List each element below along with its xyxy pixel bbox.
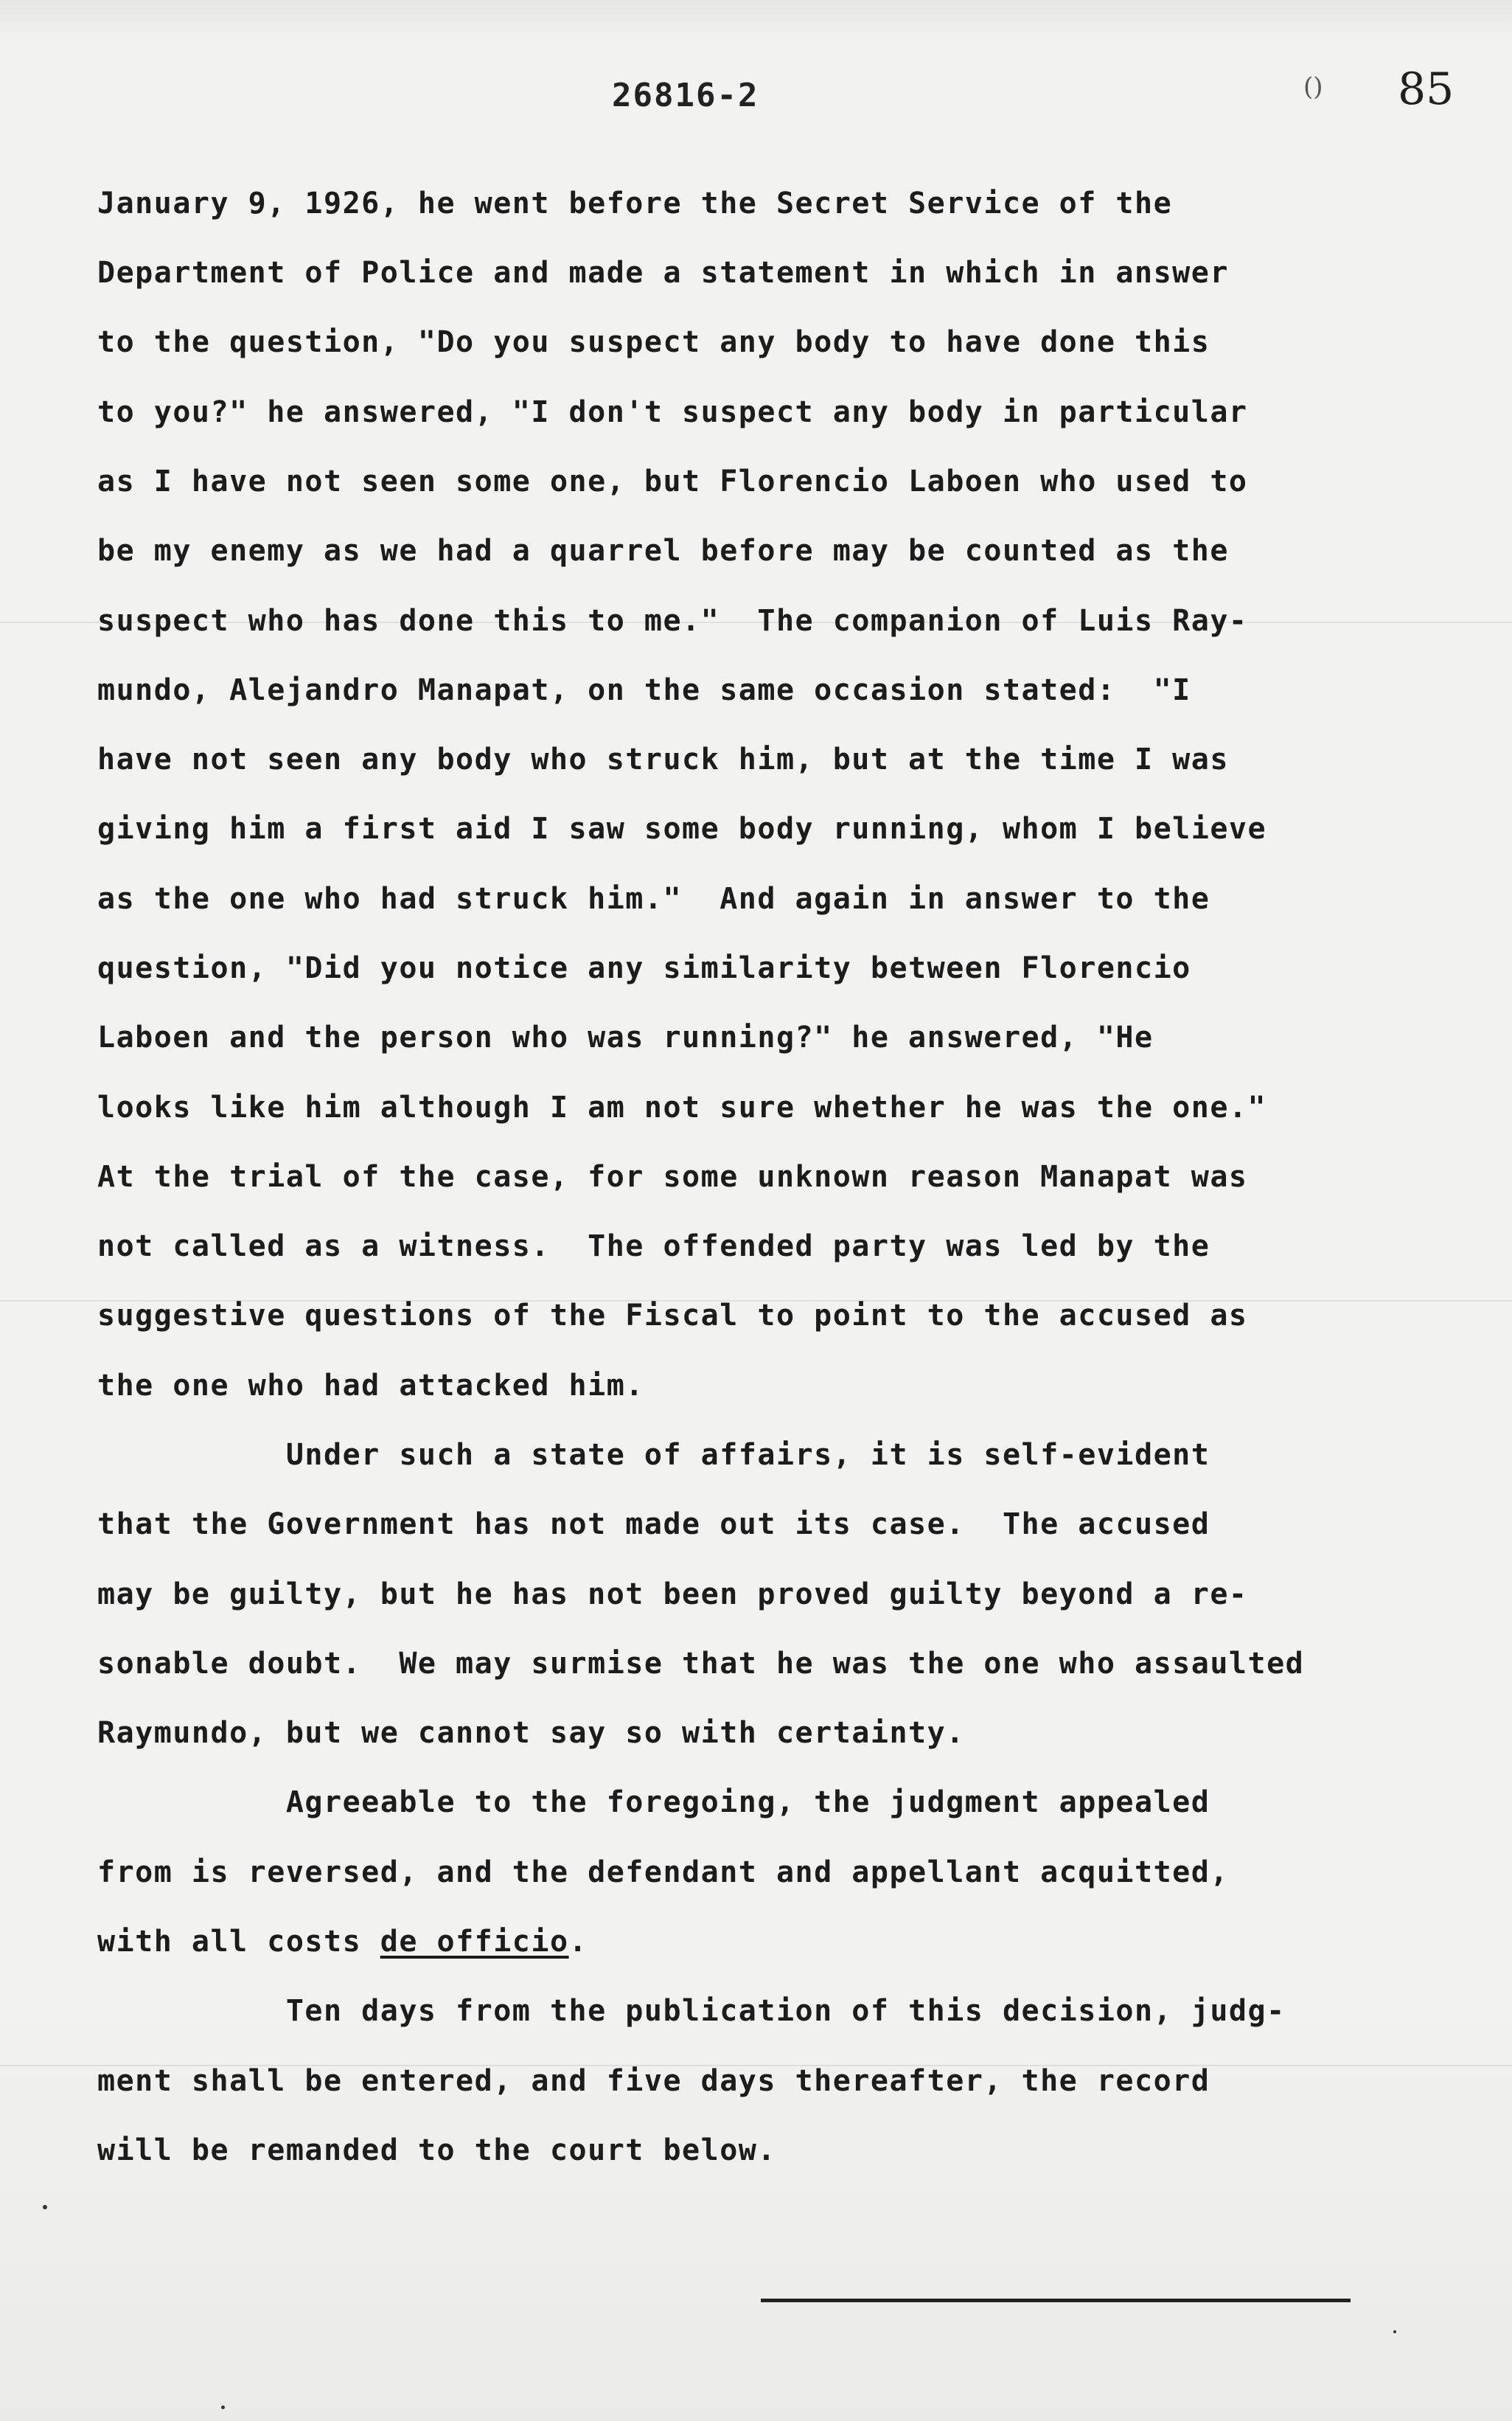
costs-line-prefix: with all costs [97, 1925, 380, 1959]
text-line: Laboen and the person who was running?" he answered, "He [97, 1021, 1154, 1055]
text-line: be my enemy as we had a quarrel before may be counted as the [97, 534, 1229, 568]
text-line: January 9, 1926, he went before the Secret Service of the [97, 187, 1173, 220]
text-line: Raymundo, but we cannot say so with certainty. [97, 1716, 965, 1750]
signature-line [761, 2299, 1351, 2302]
paragraph-start-line: Agreeable to the foregoing, the judgment appealed [97, 1785, 1210, 1819]
text-line: the one who had attacked him. [97, 1369, 644, 1403]
text-line: not called as a witness. The offended party was led by the [97, 1229, 1210, 1263]
text-line: to the question, "Do you suspect any body to have done this [97, 325, 1210, 359]
text-line: have not seen any body who struck him, but at the time I was [97, 743, 1229, 777]
text-line: giving him a first aid I saw some body running, whom I believe [97, 812, 1267, 846]
text-line: At the trial of the case, for some unknown reason Manapat was [97, 1160, 1248, 1194]
case-number: 26816-2 [612, 77, 759, 114]
text-line: that the Government has not made out its case. The accused [97, 1507, 1210, 1541]
page-mark: () [1303, 72, 1323, 102]
scan-speck [1393, 2330, 1396, 2333]
text-line: suspect who has done this to me." The companion of Luis Ray- [97, 604, 1248, 638]
text-line: as I have not seen some one, but Florencio Laboen who used to [97, 465, 1248, 499]
text-line: mundo, Alejandro Manapat, on the same occasion stated: "I [97, 673, 1191, 707]
text-line: will be remanded to the court below. [97, 2133, 776, 2167]
scan-speck [43, 2205, 47, 2209]
text-line: question, "Did you notice any similarity between Florencio [97, 951, 1191, 985]
text-line: suggestive questions of the Fiscal to point to the accused as [97, 1299, 1248, 1333]
text-line: to you?" he answered, "I don't suspect any body in particular [97, 395, 1248, 429]
text-line: as the one who had struck him." And again in answer to the [97, 882, 1210, 916]
text-line: sonable doubt. We may surmise that he was the one who assaulted [97, 1647, 1305, 1681]
text-line: may be guilty, but he has not been proved guilty beyond a re- [97, 1577, 1248, 1611]
text-line: Department of Police and made a statement in which in answer [97, 256, 1229, 290]
text-line: ment shall be entered, and five days thereafter, the record [97, 2064, 1210, 2098]
scan-speck [221, 2406, 225, 2409]
page-number: 85 [1398, 63, 1454, 115]
paragraph-start-line: Under such a state of affairs, it is self-evident [97, 1438, 1210, 1472]
text-line: from is reversed, and the defendant and appellant acquitted, [97, 1855, 1229, 1889]
text-line: looks like him although I am not sure whether he was the one." [97, 1091, 1267, 1125]
paragraph-start-line: Ten days from the publication of this decision, judg- [97, 1994, 1286, 2028]
costs-line-suffix: . [568, 1925, 588, 1959]
costs-line [97, 1924, 588, 1959]
costs-line-emphasis: de officio [380, 1925, 569, 1959]
